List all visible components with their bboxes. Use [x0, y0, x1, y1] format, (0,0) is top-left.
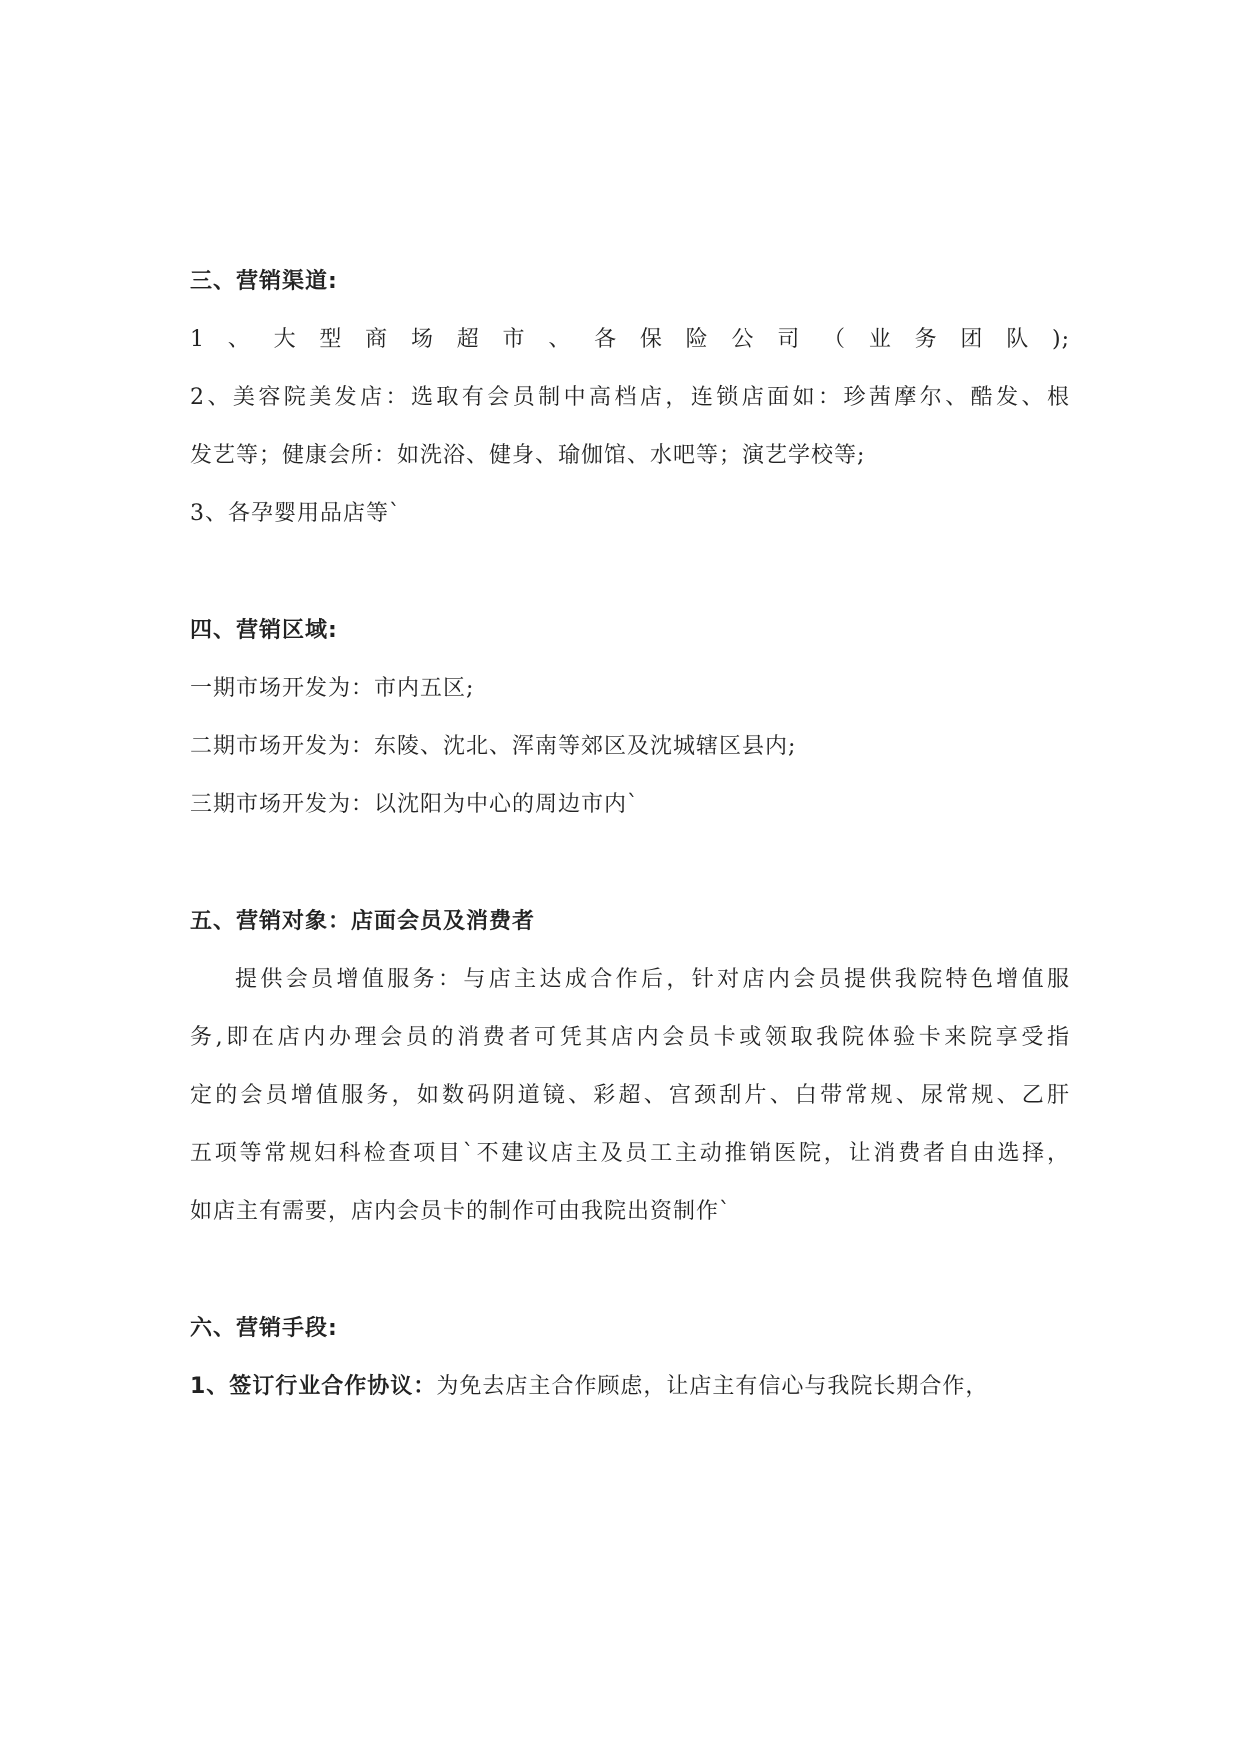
targets-paragraph-line-3: 定的会员增值服务，如数码阴道镜、彩超、宫颈刮片、白带常规、尿常规、乙肝 — [190, 1083, 1070, 1108]
region-phase-3: 三期市场开发为：以沈阳为中心的周边市内` — [190, 792, 640, 817]
channel-item-2-line-1: 2、美容院美发店：选取有会员制中高档店，连锁店面如：珍茜摩尔、酷发、根 — [190, 385, 1070, 410]
method-item-1-text: 为免去店主合作顾虑，让店主有信心与我院长期合作， — [436, 1374, 989, 1399]
region-phase-1: 一期市场开发为：市内五区; — [190, 676, 475, 701]
section-heading-channels: 三、营销渠道: — [190, 269, 338, 294]
channel-item-1: 1、大型商场超市、各保险公司（业务团队); — [190, 327, 1070, 352]
targets-paragraph-line-2: 务,即在店内办理会员的消费者可凭其店内会员卡或领取我院体验卡来院享受指 — [190, 1025, 1070, 1050]
method-item-1 — [190, 1372, 1070, 1402]
targets-paragraph-line-1: 提供会员增值服务：与店主达成合作后，针对店内会员提供我院特色增值服 — [235, 967, 1070, 992]
channel-item-2-line-2: 发艺等；健康会所：如洗浴、健身、瑜伽馆、水吧等；演艺学校等; — [190, 443, 866, 468]
channel-item-3: 3、各孕婴用品店等` — [190, 501, 401, 526]
method-item-1-label: 1、签订行业合作协议： — [190, 1374, 437, 1399]
targets-paragraph-line-5: 如店主有需要，店内会员卡的制作可由我院出资制作` — [190, 1199, 732, 1224]
section-heading-targets: 五、营销对象：店面会员及消费者 — [190, 909, 536, 934]
section-heading-regions: 四、营销区域: — [190, 618, 338, 643]
targets-paragraph-line-4: 五项等常规妇科检查项目`不建议店主及员工主动推销医院，让消费者自由选择， — [190, 1141, 1070, 1166]
region-phase-2: 二期市场开发为：东陵、沈北、浑南等郊区及沈城辖区县内; — [190, 734, 797, 759]
section-heading-methods: 六、营销手段: — [190, 1316, 338, 1341]
